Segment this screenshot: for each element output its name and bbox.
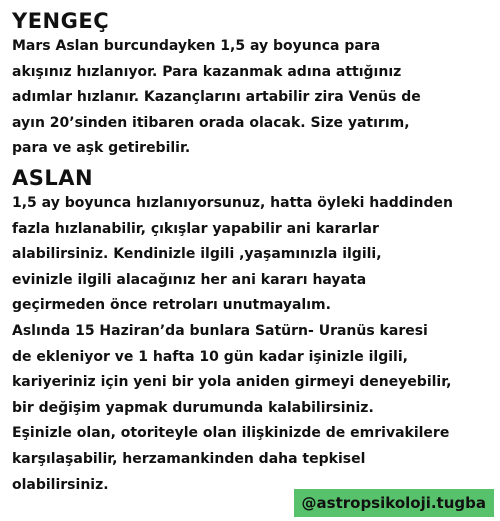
paragraph-line: evinizle ilgili alacağınız her ani kararı hayata — [12, 271, 367, 288]
paragraph-line: Mars Aslan burcundayken 1,5 ay boyunca para — [12, 38, 381, 54]
paragraph-line: geçirmeden önce retroları unutmayalım. — [12, 297, 331, 314]
paragraph-line: ayın 20’sinden itibaren orada olacak. Size yatırım, — [12, 114, 410, 131]
paragraph-line: kariyeriniz için yeni bir yola aniden girmeyi deneyebilir, — [12, 374, 452, 391]
paragraph-line: de ekleniyor ve 1 hafta 10 gün kadar işinizle ilgili, — [12, 348, 408, 365]
section-yengec — [12, 8, 486, 162]
paragraph-line: Aslında 15 Haziran’da bunlara Satürn- Uranüs karesi — [12, 322, 428, 339]
section-title-aslan: ASLAN — [12, 165, 94, 190]
paragraph-line: 1,5 ay boyunca hızlanıyorsunuz, hatta öyleki haddinden — [12, 194, 454, 211]
paragraph-line: akışınız hızlanıyor. Para kazanmak adına attığınız — [12, 63, 402, 80]
paragraph-line: bir değişim yapmak durumunda kalabilirsiniz. — [12, 399, 374, 416]
watermark-handle: @astropsikoloji.tugba — [294, 489, 494, 517]
paragraph-line: Eşinizle olan, otoriteyle olan ilişkinizde de emrivakilere — [12, 425, 450, 442]
paragraph-line: fazla hızlanabilir, çıkışlar yapabilir ani kararlar — [12, 220, 379, 237]
paragraph-line: alabilirsiniz. Kendinizle ilgili ,yaşamınızla ilgili, — [12, 246, 382, 263]
section-title-yengec: YENGEÇ — [12, 9, 110, 33]
paragraph-line: olabilirsiniz. — [12, 476, 109, 493]
paragraph-line: karşılaşabilir, herzamankinden daha tepkisel — [12, 450, 366, 467]
paragraph-line: adımlar hızlanır. Kazançlarını artabilir zira Venüs de — [12, 89, 421, 106]
section-aslan — [12, 165, 486, 498]
paragraph-line: para ve aşk getirebilir. — [12, 140, 191, 157]
